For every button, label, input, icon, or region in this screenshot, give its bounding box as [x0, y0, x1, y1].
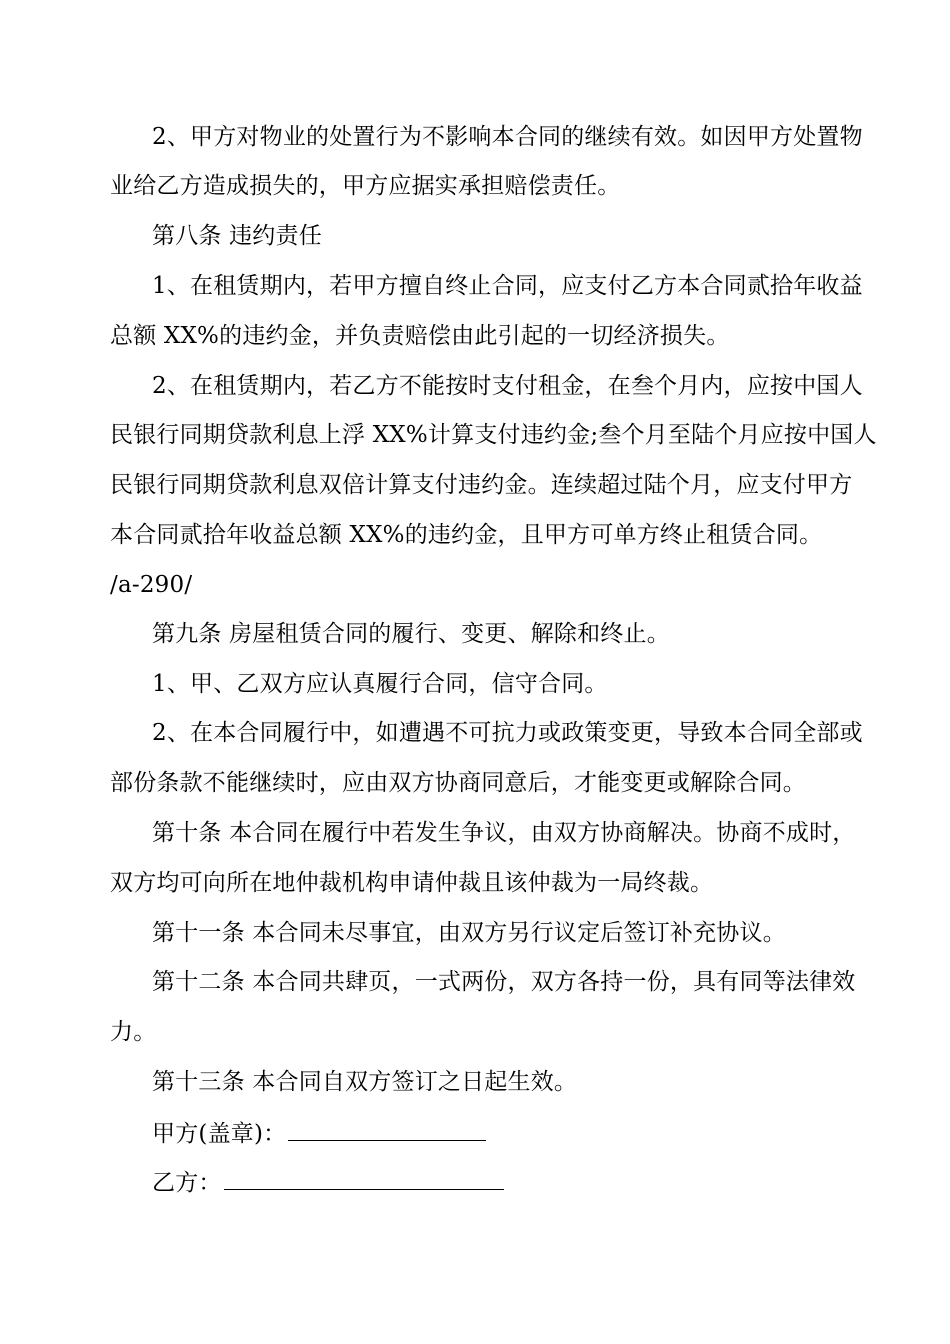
party-b-signature-line[interactable] [224, 1165, 504, 1190]
paragraph-line: 2、在本合同履行中，如遭遇不可抗力或政策变更，导致本合同全部或 [152, 720, 863, 746]
party-a-label: 甲方(盖章)： [152, 1121, 287, 1147]
paragraph-line: 第十一条 本合同未尽事宜，由双方另行议定后签订补充协议。 [152, 920, 786, 946]
paragraph-line: 2、甲方对物业的处置行为不影响本合同的继续有效。如因甲方处置物 [152, 124, 863, 150]
party-b-label: 乙方： [152, 1170, 222, 1196]
party-a-signature [152, 1116, 840, 1150]
paragraph-line: 第十条 本合同在履行中若发生争议，由双方协商解决。协商不成时， [152, 820, 856, 846]
section-heading: 第九条 房屋租赁合同的履行、变更、解除和终止。 [152, 621, 670, 647]
paragraph-line: 双方均可向所在地仲裁机构申请仲裁且该仲裁为一局终裁。 [110, 870, 714, 896]
party-b-signature [152, 1165, 840, 1199]
paragraph-line: 业给乙方造成损失的，甲方应据实承担赔偿责任。 [110, 173, 621, 199]
paragraph-line: 第十二条 本合同共肆页，一式两份，双方各持一份，具有同等法律效 [152, 969, 856, 995]
paragraph-line: 总额 XX%的违约金，并负责赔偿由此引起的一切经济损失。 [110, 323, 730, 349]
paragraph-line: 第十三条 本合同自双方签订之日起生效。 [152, 1069, 578, 1095]
party-a-signature-line[interactable] [288, 1116, 486, 1141]
paragraph-line: 2、在租赁期内，若乙方不能按时支付租金，在叁个月内，应按中国人 [152, 373, 863, 399]
paragraph-line: 本合同贰拾年收益总额 XX%的违约金，且甲方可单方终止租赁合同。 [110, 522, 823, 548]
paragraph-line: 1、甲、乙双方应认真履行合同，信守合同。 [152, 671, 608, 697]
paragraph-line: 民银行同期贷款利息双倍计算支付违约金。连续超过陆个月，应支付甲方 [110, 472, 853, 498]
paragraph-line: 部份条款不能继续时，应由双方协商同意后，才能变更或解除合同。 [110, 770, 806, 796]
paragraph-line: 力。 [110, 1019, 157, 1045]
section-heading: 第八条 违约责任 [152, 223, 322, 249]
paragraph-line: 民银行同期贷款利息上浮 XX%计算支付违约金;叁个月至陆个月应按中国人 [110, 422, 877, 448]
page-marker: /a-290/ [110, 572, 193, 598]
paragraph-line: 1、在租赁期内，若甲方擅自终止合同，应支付乙方本合同贰拾年收益 [152, 273, 863, 299]
